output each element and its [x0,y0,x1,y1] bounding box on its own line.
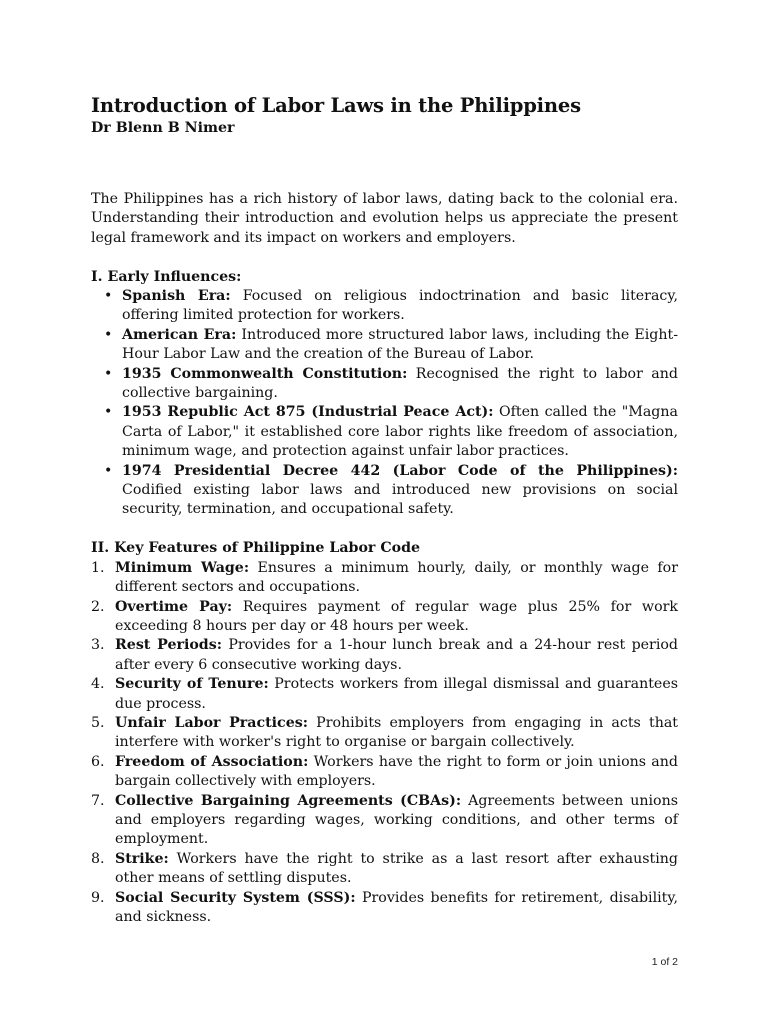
list-item-text: Workers have the right to strike as a last resort after exhausting other means of settling disputes. [115,850,678,887]
list-item-term: Rest Periods: [115,637,222,654]
document-body [91,94,678,927]
list-item-text: Introduced more structured labor laws, including the Eight-Hour Labor Law and the creation of the Bureau of Labor. [122,326,678,363]
bullet-icon: • [104,404,113,421]
list-item-text: Recognised the right to labor and collective bargaining. [122,365,678,402]
page-indicator: 1 of 2 [651,956,678,968]
list-item-term: Social Security System (SSS): [115,889,356,906]
list-item-text: Ensures a minimum hourly, daily, or monthly wage for different sectors and occupations. [115,559,678,596]
list-item-term: Spanish Era: [122,288,231,305]
document-author: Dr Blenn B Nimer [91,120,235,136]
list-item [91,287,678,326]
list-item-number: 1. [91,559,105,576]
list-item [91,462,678,520]
list-item [91,636,678,675]
list-item-term: Overtime Pay: [115,598,233,615]
list-item-term: 1953 Republic Act 875 (Industrial Peace Act): [122,404,494,421]
early-influences-list [91,287,678,520]
list-item-text: Requires payment of regular wage plus 25% for work exceeding 8 hours per day or 48 hours per week. [115,598,678,634]
list-item-term: 1935 Commonwealth Constitution: [122,365,408,382]
list-item [91,850,678,889]
list-item [91,792,678,850]
list-item [91,675,678,714]
list-item-number: 4. [91,676,105,693]
list-item [91,753,678,792]
list-item [91,403,678,461]
list-item-text: Prohibits employers from engaging in acts that interfere with worker's right to organise or bargain collectively. [115,714,679,751]
list-item-number: 2. [91,598,105,615]
intro-paragraph: The Philippines has a rich history of labor laws, dating back to the colonial era. Understanding their introduction and evolution helps us appreciate the present legal framework and its impact on workers and employers. [91,191,678,246]
list-item-text: Agreements between unions and employers regarding wages, working conditions, and other terms of employment. [115,792,678,848]
list-item-term: Unfair Labor Practices: [115,714,308,731]
list-item [91,889,678,928]
list-item-term: Security of Tenure: [115,676,269,693]
list-item-number: 7. [91,792,105,809]
list-item [91,559,678,598]
list-item-number: 6. [91,753,105,770]
list-item-text: Codified existing labor laws and introduced new provisions on social security, termination, and occupational safety. [122,482,678,518]
list-item [91,714,678,753]
section-heading-key-features: II. Key Features of Philippine Labor Code [91,540,421,557]
list-item-text: Provides benefits for retirement, disability, and sickness. [115,889,678,925]
list-item-number: 8. [91,850,105,867]
list-item [91,326,678,365]
bullet-icon: • [104,365,113,382]
bullet-icon: • [104,326,113,343]
key-features-list [91,559,678,928]
section-heading-early-influences: I. Early Influences: [91,268,242,285]
list-item-term: Freedom of Association: [115,753,309,770]
list-item-term: Collective Bargaining Agreements (CBAs): [115,792,462,809]
list-item-number: 5. [91,714,105,731]
list-item-term: Minimum Wage: [115,559,250,576]
list-item [91,598,678,637]
document-title: Introduction of Labor Laws in the Philippines [91,94,581,117]
list-item-text: Protects workers from illegal dismissal and guarantees due process. [115,676,678,712]
bullet-icon: • [104,462,113,479]
list-item-text: Provides for a 1-hour lunch break and a 24-hour rest period after every 6 consecutive working days. [115,637,678,673]
list-item-term: American Era: [122,326,237,343]
list-item-term: 1974 Presidential Decree 442 (Labor Code of the Philippines): [122,462,678,479]
list-item [91,365,678,404]
list-item-text: Often called the "Magna Carta of Labor," it established core labor rights like freedom of association, minimum wage, and protection against unfair labor practices. [122,404,678,460]
list-item-text: Workers have the right to form or join unions and bargain collectively with employers. [115,753,678,790]
list-item-text: Focused on religious indoctrination and basic literacy, offering limited protection for workers. [122,288,678,324]
list-item-number: 3. [91,637,105,654]
bullet-icon: • [104,288,113,305]
list-item-term: Strike: [115,850,169,867]
list-item-number: 9. [91,889,105,906]
